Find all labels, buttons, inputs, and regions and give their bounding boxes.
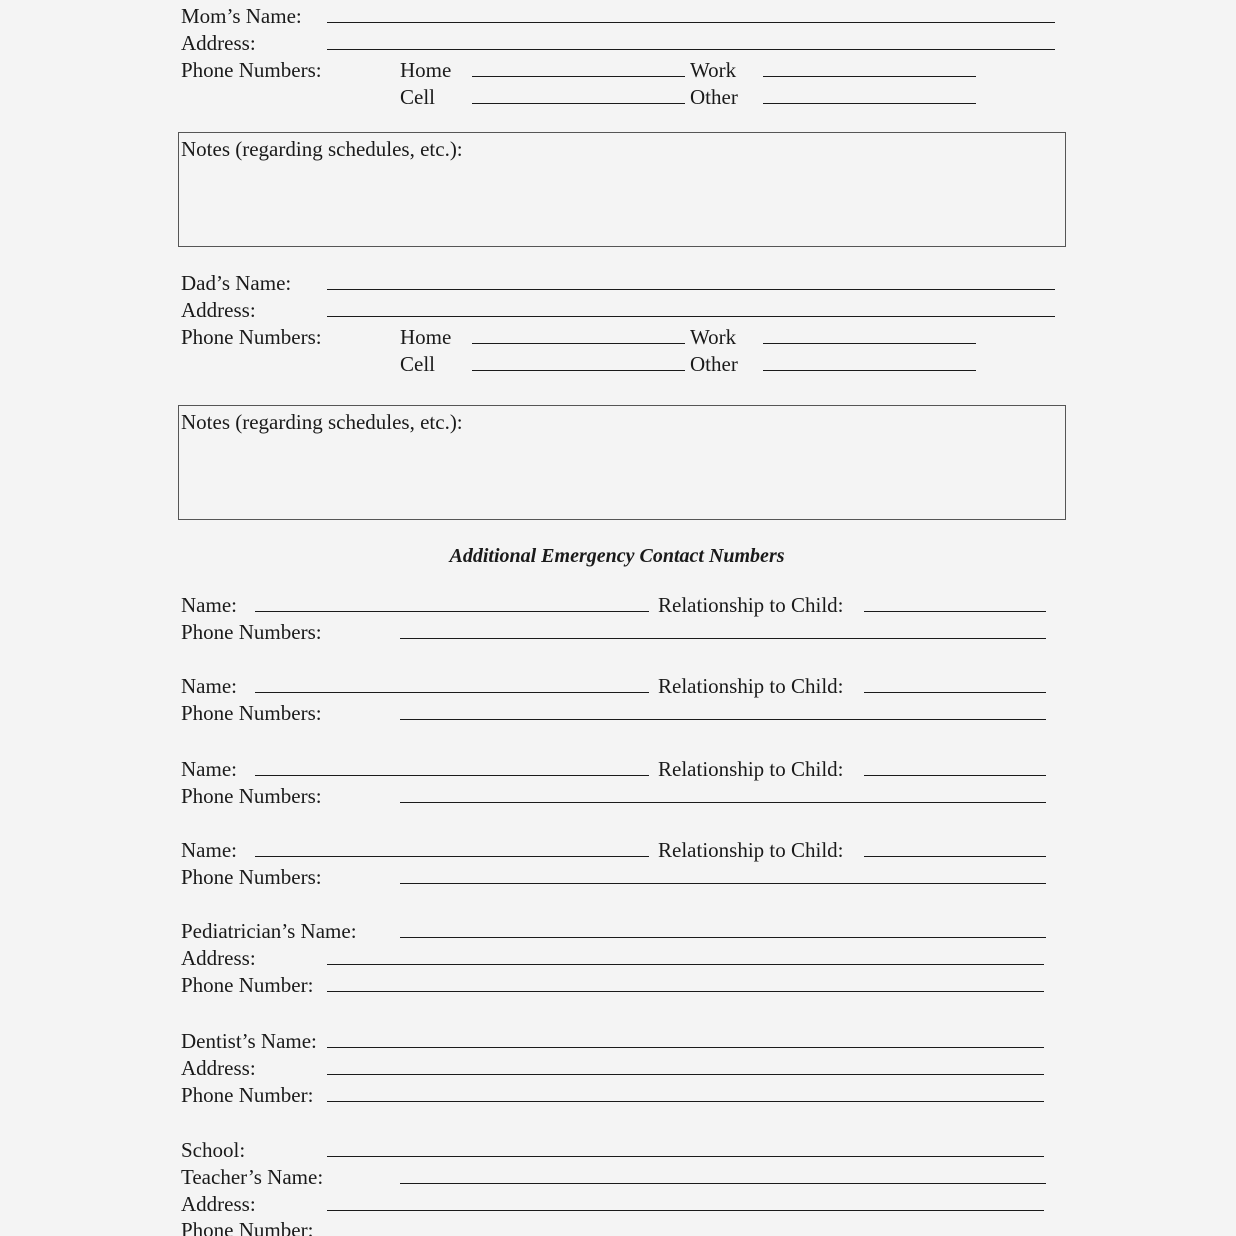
mom-phone-label: Phone Numbers: [181,58,322,82]
dad-other-phone-line[interactable] [763,370,976,371]
contact-3-relationship-label: Relationship to Child: [658,757,844,781]
contact-1-phone-label: Phone Numbers: [181,620,322,644]
mom-home-label: Home [400,58,452,82]
mom-other-label: Other [690,85,738,109]
contact-3-name-label: Name: [181,757,237,781]
school-address-label: Address: [181,1192,256,1216]
dad-notes-box[interactable] [178,405,1066,520]
contact-2-phone-line[interactable] [400,719,1046,720]
emergency-heading: Additional Emergency Contact Numbers [449,545,785,567]
contact-4-name-line[interactable] [255,856,649,857]
pediatrician-phone-label: Phone Number: [181,973,314,997]
mom-cell-label: Cell [400,85,435,109]
contact-4-relationship-label: Relationship to Child: [658,838,844,862]
contact-1-relationship-label: Relationship to Child: [658,593,844,617]
dad-phone-label: Phone Numbers: [181,325,322,349]
contact-2-name-label: Name: [181,674,237,698]
contact-4-phone-line[interactable] [400,883,1046,884]
contact-1-phone-line[interactable] [400,638,1046,639]
contact-3-phone-label: Phone Numbers: [181,784,322,808]
dentist-phone-label: Phone Number: [181,1083,314,1107]
mom-cell-phone-line[interactable] [472,103,685,104]
pediatrician-name-label: Pediatrician’s Name: [181,919,357,943]
pediatrician-name-line[interactable] [400,937,1046,938]
mom-address-line[interactable] [327,49,1055,50]
dad-name-line[interactable] [327,289,1055,290]
dad-name-label: Dad’s Name: [181,271,292,295]
contact-1-relationship-line[interactable] [864,611,1046,612]
school-label: School: [181,1138,246,1162]
dad-address-line[interactable] [327,316,1055,317]
dad-cell-phone-line[interactable] [472,370,685,371]
contact-3-name-line[interactable] [255,775,649,776]
contact-2-relationship-line[interactable] [864,692,1046,693]
dad-other-label: Other [690,352,738,376]
contact-2-phone-label: Phone Numbers: [181,701,322,725]
contact-1-name-line[interactable] [255,611,649,612]
school-address-line[interactable] [327,1210,1044,1211]
teacher-name-label: Teacher’s Name: [181,1165,324,1189]
contact-2-name-line[interactable] [255,692,649,693]
contact-4-name-label: Name: [181,838,237,862]
dad-work-label: Work [690,325,737,349]
mom-other-phone-line[interactable] [763,103,976,104]
school-line[interactable] [327,1156,1044,1157]
pediatrician-address-label: Address: [181,946,256,970]
contact-3-phone-line[interactable] [400,802,1046,803]
dad-cell-label: Cell [400,352,435,376]
dad-work-phone-line[interactable] [763,343,976,344]
mom-name-label: Mom’s Name: [181,4,302,28]
pediatrician-address-line[interactable] [327,964,1044,965]
contact-4-phone-label: Phone Numbers: [181,865,322,889]
mom-work-label: Work [690,58,737,82]
dad-address-label: Address: [181,298,256,322]
teacher-name-line[interactable] [400,1183,1046,1184]
dad-home-label: Home [400,325,452,349]
contact-2-relationship-label: Relationship to Child: [658,674,844,698]
contact-4-relationship-line[interactable] [864,856,1046,857]
dentist-name-line[interactable] [327,1047,1044,1048]
pediatrician-phone-line[interactable] [327,991,1044,992]
mom-notes-label: Notes (regarding schedules, etc.): [181,137,463,161]
mom-address-label: Address: [181,31,256,55]
dad-home-phone-line[interactable] [472,343,685,344]
dentist-phone-line[interactable] [327,1101,1044,1102]
dentist-name-label: Dentist’s Name: [181,1029,317,1053]
mom-home-phone-line[interactable] [472,76,685,77]
mom-notes-box[interactable] [178,132,1066,247]
dentist-address-line[interactable] [327,1074,1044,1075]
contact-1-name-label: Name: [181,593,237,617]
dentist-address-label: Address: [181,1056,256,1080]
mom-work-phone-line[interactable] [763,76,976,77]
school-phone-label: Phone Number: [181,1218,314,1236]
contact-3-relationship-line[interactable] [864,775,1046,776]
dad-notes-label: Notes (regarding schedules, etc.): [181,410,463,434]
mom-name-line[interactable] [327,22,1055,23]
